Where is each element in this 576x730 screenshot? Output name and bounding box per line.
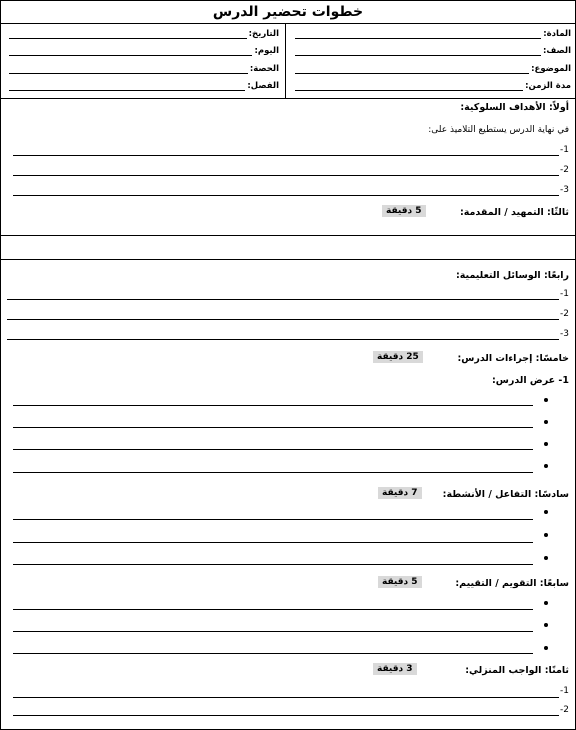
bullet-icon [544, 646, 548, 650]
objective-line-2[interactable] [13, 175, 559, 176]
tool-line-2[interactable] [7, 319, 559, 320]
homework-time-badge: 3 دقيقة [373, 663, 417, 675]
homework-line-1[interactable] [13, 697, 559, 698]
page-title: خطوات تحضير الدرس [1, 1, 575, 24]
day-line[interactable] [9, 46, 252, 56]
activity-line-3[interactable] [13, 564, 533, 565]
objective-number-1: 1- [560, 145, 569, 155]
evaluation-heading: سابعًا: التقويم / التقييم: [455, 578, 569, 589]
bullet-icon [544, 556, 548, 560]
intro-line-1[interactable] [1, 235, 575, 236]
date-label: التاريخ: [248, 29, 279, 39]
tool-number-3: 3- [560, 329, 569, 339]
evaluation-line-1[interactable] [13, 609, 533, 610]
duration-field[interactable] [295, 81, 571, 91]
grade-line[interactable] [295, 46, 541, 56]
procedures-heading: خامسًا: إجراءات الدرس: [457, 353, 569, 364]
tool-number-2: 2- [560, 309, 569, 319]
bullet-icon [544, 398, 548, 402]
bullet-icon [544, 623, 548, 627]
procedures-time-badge: 25 دقيقة [373, 351, 423, 363]
period-line[interactable] [9, 64, 248, 74]
evaluation-line-2[interactable] [13, 631, 533, 632]
activity-line-2[interactable] [13, 542, 533, 543]
day-field[interactable] [9, 46, 279, 56]
duration-label: مدة الزمن: [525, 81, 571, 91]
tool-line-3[interactable] [7, 339, 559, 340]
tool-number-1: 1- [560, 289, 569, 299]
procedure-line-1[interactable] [13, 405, 533, 406]
intro-line-2[interactable] [1, 259, 575, 260]
bullet-icon [544, 464, 548, 468]
class-line[interactable] [9, 81, 245, 91]
grade-field[interactable] [295, 46, 571, 56]
activities-time-badge: 7 دقيقة [378, 487, 422, 499]
procedure-line-4[interactable] [13, 472, 533, 473]
subject-line[interactable] [295, 29, 541, 39]
homework-number-1: 1- [560, 686, 569, 696]
subject-label: المادة: [543, 29, 571, 39]
procedure-line-3[interactable] [13, 449, 533, 450]
tools-heading: رابعًا: الوسائل التعليمية: [456, 270, 569, 281]
intro-time-badge: 5 دقيقة [382, 205, 426, 217]
tool-line-1[interactable] [7, 299, 559, 300]
procedure-line-2[interactable] [13, 427, 533, 428]
evaluation-line-3[interactable] [13, 653, 533, 654]
topic-line[interactable] [295, 64, 529, 74]
homework-number-2: 2- [560, 705, 569, 715]
period-label: الحصة: [249, 64, 279, 74]
objective-line-3[interactable] [13, 195, 559, 196]
bullet-icon [544, 533, 548, 537]
class-field[interactable] [9, 81, 279, 91]
activities-heading: سادسًا: التفاعل / الأنشطة: [442, 489, 569, 500]
day-label: اليوم: [254, 46, 279, 56]
homework-line-2[interactable] [13, 715, 559, 716]
homework-heading: ثامنًا: الواجب المنزلي: [465, 665, 569, 676]
objective-number-3: 3- [560, 185, 569, 195]
bullet-icon [544, 420, 548, 424]
objective-line-1[interactable] [13, 155, 559, 156]
info-divider [285, 24, 286, 98]
date-line[interactable] [9, 29, 247, 39]
evaluation-time-badge: 5 دقيقة [378, 576, 422, 588]
period-field[interactable] [9, 64, 279, 74]
topic-field[interactable] [295, 64, 571, 74]
grade-label: الصف: [542, 46, 571, 56]
procedures-subheading: 1- عرض الدرس: [491, 375, 569, 386]
objectives-heading: أولاً: الأهداف السلوكية: [460, 102, 569, 113]
bullet-icon [544, 510, 548, 514]
date-field[interactable] [9, 29, 279, 39]
bullet-icon [544, 442, 548, 446]
activity-line-1[interactable] [13, 519, 533, 520]
duration-line[interactable] [295, 81, 523, 91]
bullet-icon [544, 601, 548, 605]
info-block [1, 24, 575, 99]
objective-number-2: 2- [560, 165, 569, 175]
topic-label: الموضوع: [531, 64, 571, 74]
objectives-intro: في نهاية الدرس يستطيع التلاميذ على: [428, 125, 569, 135]
intro-heading: ثالثًا: التمهيد / المقدمة: [459, 207, 569, 218]
class-label: الفصل: [247, 81, 279, 91]
subject-field[interactable] [295, 29, 571, 39]
